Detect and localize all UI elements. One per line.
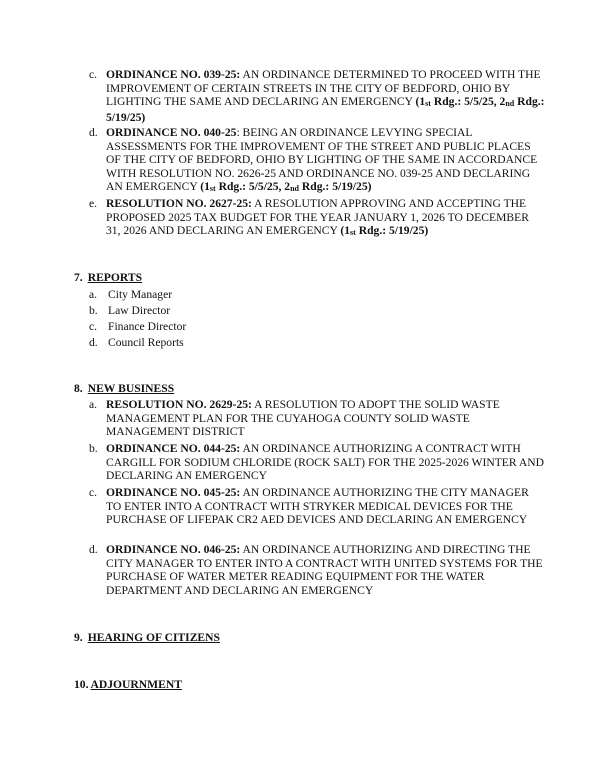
item-letter: e. <box>89 197 98 210</box>
item-letter: a. <box>89 398 98 411</box>
section-hearing-heading <box>74 631 220 645</box>
item-id: ORDINANCE NO. 039-25: <box>106 68 241 81</box>
report-label: Finance Director <box>108 320 187 333</box>
report-label: Law Director <box>108 304 171 317</box>
reading-dates: (1st Rdg.: 5/5/25, 2nd Rdg.: 5/19/25) <box>106 95 545 124</box>
item-letter: d. <box>89 336 98 349</box>
item-text: : BEING AN ORDINANCE LEVYING SPECIAL ASSESSMENTS FOR THE IMPROVEMENT OF THE STREET AND PUBLIC PLACES OF THE CITY OF BEDFORD, OHIO BY LIGHTING OF THE SAME IN ACCORDANCE WITH RESOLUTION NO. 2626-25 AND ORDINANCE NO. 039-25 AND DECLARING AN EMERGENCY <box>106 126 538 194</box>
section-title: NEW BUSINESS <box>87 382 175 395</box>
report-item-city-manager <box>89 288 173 302</box>
item-letter: c. <box>89 68 98 81</box>
item-letter: d. <box>89 126 98 139</box>
item-letter: d. <box>89 543 98 556</box>
report-label: City Manager <box>108 288 173 301</box>
section-new-business-heading <box>74 382 174 396</box>
item-id: ORDINANCE NO. 045-25: <box>106 486 241 499</box>
item-id: ORDINANCE NO. 046-25: <box>106 543 241 556</box>
report-item-law-director <box>89 304 171 318</box>
item-letter: c. <box>89 486 98 499</box>
item-id: RESOLUTION NO. 2627-25: <box>106 197 252 210</box>
ordinance-045-25-item <box>89 486 546 527</box>
item-letter: b. <box>89 304 98 317</box>
item-id: RESOLUTION NO. 2629-25: <box>106 398 252 411</box>
item-text: AN ORDINANCE AUTHORIZING THE CITY MANAGER TO ENTER INTO A CONTRACT WITH STRYKER MEDICAL DEVICES FOR THE PURCHASE OF LIFEPAK CR2 AED DEVICES AND DECLARING AN EMERGENCY <box>106 486 529 527</box>
section-reports-heading <box>74 271 142 285</box>
item-letter: c. <box>89 320 98 333</box>
section-title: REPORTS <box>87 271 143 284</box>
section-number: 10. <box>74 678 89 691</box>
section-adjournment-heading <box>74 678 182 692</box>
ordinance-040-25-item <box>89 126 546 196</box>
item-letter: b. <box>89 442 98 455</box>
section-title: HEARING OF CITIZENS <box>87 631 220 644</box>
item-text: AN ORDINANCE DETERMINED TO PROCEED WITH THE IMPROVEMENT OF CERTAIN STREETS IN THE CITY OF BEDFORD, OHIO BY LIGHTING THE SAME AND DECLARING AN EMERGENCY <box>106 68 541 109</box>
item-id: ORDINANCE NO. 040-25 <box>106 126 237 139</box>
section-number: 9. <box>74 631 83 644</box>
item-text: A RESOLUTION APPROVING AND ACCEPTING THE PROPOSED 2025 TAX BUDGET FOR THE YEAR JANUARY 1, 2026 TO DECEMBER 31, 2026 AND DECLARING AN EMERGENCY <box>106 197 529 238</box>
resolution-2629-25-item <box>89 398 546 439</box>
resolution-2627-25-item <box>89 197 546 240</box>
section-title: ADJOURNMENT <box>90 678 182 691</box>
section-number: 7. <box>74 271 83 284</box>
item-text: AN ORDINANCE AUTHORIZING A CONTRACT WITH CARGILL FOR SODIUM CHLORIDE (ROCK SALT) FOR THE 2025-2026 WINTER AND DECLARING AN EMERGENCY <box>106 442 544 483</box>
report-label: Council Reports <box>108 336 184 349</box>
ordinance-044-25-item <box>89 442 546 483</box>
item-text: AN ORDINANCE AUTHORIZING AND DIRECTING THE CITY MANAGER TO ENTER INTO A CONTRACT WITH UNITED SYSTEMS FOR THE PURCHASE OF WATER METER READING EQUIPMENT FOR THE WATER DEPARTMENT AND DECLARING AN EMERGENCY <box>106 543 543 597</box>
ordinance-046-25-item <box>89 543 546 597</box>
reading-dates: (1st Rdg.: 5/5/25, 2nd Rdg.: 5/19/25) <box>200 180 372 194</box>
section-number: 8. <box>74 382 83 395</box>
reading-dates: (1st Rdg.: 5/19/25) <box>340 224 429 238</box>
item-text: A RESOLUTION TO ADOPT THE SOLID WASTE MANAGEMENT PLAN FOR THE CUYAHOGA COUNTY SOLID WASTE MANAGEMENT DISTRICT <box>106 398 500 439</box>
report-item-finance-director <box>89 320 187 334</box>
item-id: ORDINANCE NO. 044-25: <box>106 442 241 455</box>
ordinance-039-25-item <box>89 68 546 124</box>
item-letter: a. <box>89 288 98 301</box>
report-item-council-reports <box>89 336 184 350</box>
